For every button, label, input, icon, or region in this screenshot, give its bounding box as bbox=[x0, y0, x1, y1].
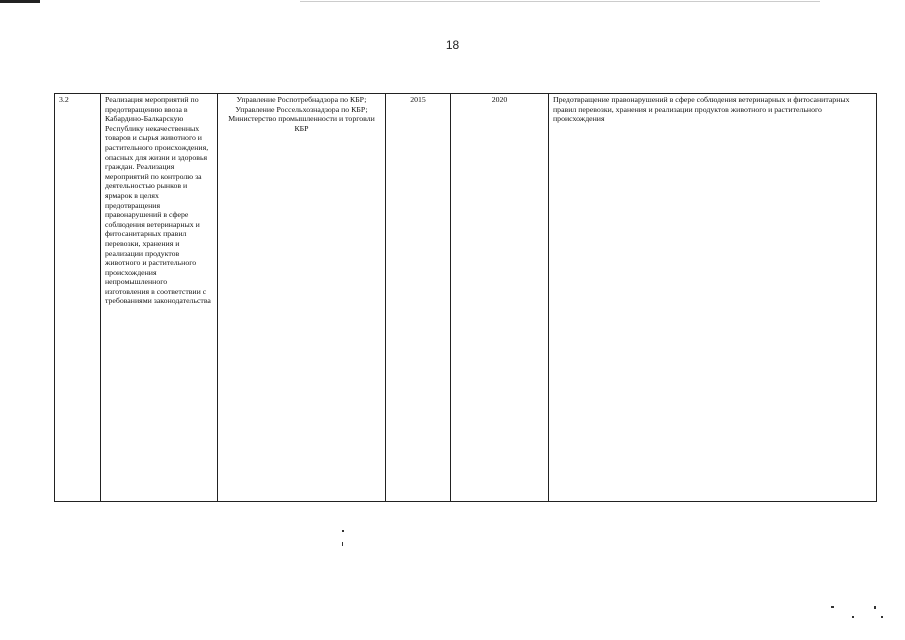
scan-speck bbox=[852, 616, 854, 618]
end-year: 2020 bbox=[451, 94, 549, 502]
measure-description: Реализация мероприятий по предотвращению ввоза в Кабардино-Балкарскую Республику некачественных товаров и сырья животного и растительного происхождения, опасных для жизни и здоровья граждан. Реализация мероприятий по контролю за деятельностью рынков и ярмарок в целях предотвращения правонарушений в сфере соблюдения ветеринарных и фитосанитарных правил перевозки, хранения и реализации продуктов животного и растительного происхождения непромышленного изготовления в соответствии с требованиями законодательства bbox=[101, 94, 218, 502]
scan-speck bbox=[881, 616, 883, 618]
scan-artifact bbox=[0, 0, 40, 3]
scan-speck bbox=[342, 542, 343, 546]
expected-result: Предотвращение правонарушений в сфере соблюдения ветеринарных и фитосанитарных правил перевозки, хранения и реализации продуктов животного и растительного происхождения bbox=[549, 94, 877, 502]
scan-speck bbox=[831, 606, 834, 608]
table-row bbox=[55, 94, 877, 502]
scan-artifact-line bbox=[300, 1, 820, 2]
measures-table bbox=[54, 93, 877, 502]
scan-speck bbox=[342, 530, 344, 532]
start-year: 2015 bbox=[386, 94, 451, 502]
scan-speck bbox=[874, 606, 876, 609]
responsible-executors: Управление Роспотребнадзора по КБР; Управление Россельхознадзора по КБР; Министерство промышленности и торговли КБР bbox=[218, 94, 386, 502]
row-number: 3.2 bbox=[55, 94, 101, 502]
page-number: 18 bbox=[445, 38, 460, 52]
